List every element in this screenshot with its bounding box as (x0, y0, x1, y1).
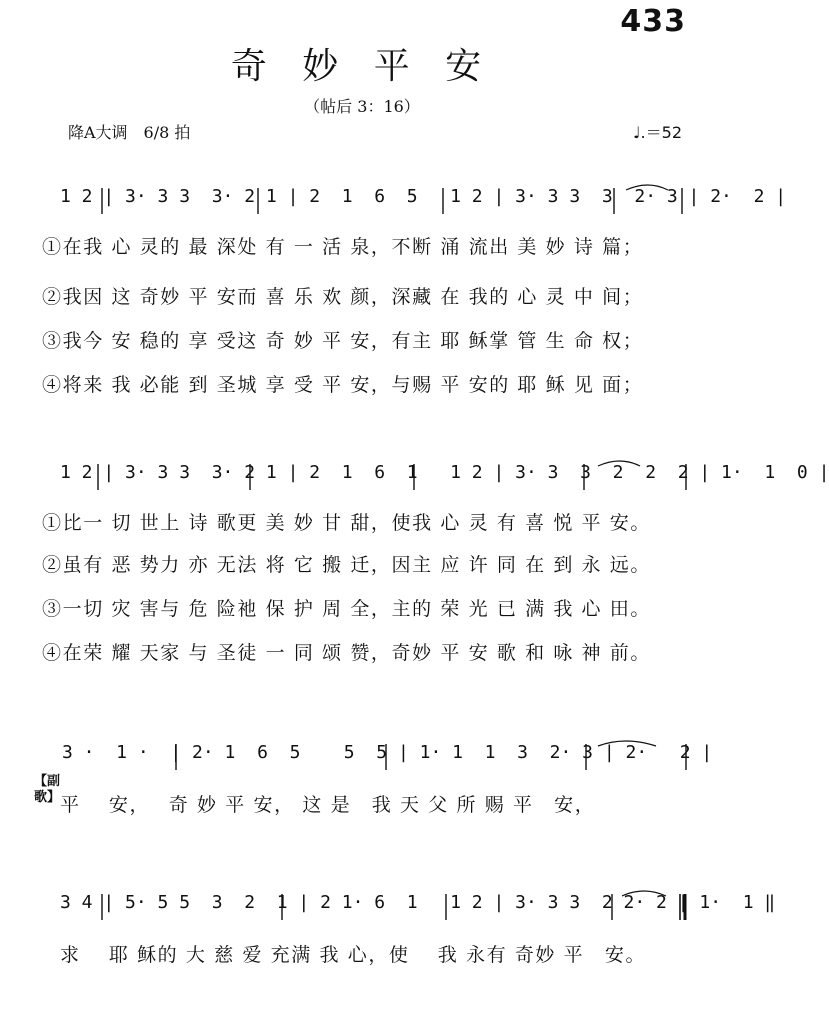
hymn-number: 433 (620, 4, 686, 39)
jianpu-notes-1: 1 2 | 3· 3 3 3· 2 1 | 2 1 6 5 1 2 | 3· 3 3 3 2· 3 | 2· 2 | (60, 186, 787, 207)
notation-line-2 (0, 456, 829, 516)
jianpu-notes-3: 3 · 1 · | 2· 1 6 5 5 5 | 1· 1 1 3 2· 3 | 2· 2 | (62, 742, 713, 763)
jianpu-notes-2: 1 2 | 3· 3 3 3· 2 1 | 2 1 6 1 1 2 | 3· 3 3 2 2 2 | 1· 1 0 | (60, 462, 829, 483)
verse-line-1-1: ①在我 心 灵的 最 深处 有 一 活 泉，不断 涌 流出 美 妙 诗 篇； (42, 236, 644, 258)
verse-line-2-2: ②虽有 恶 势力 亦 无法 将 它 搬 迁，因主 应 许 同 在 到 永 远。 (42, 554, 651, 576)
verse-line-1-3: ③我今 安 稳的 享 受这 奇 妙 平 安，有主 耶 稣掌 管 生 命 权； (42, 330, 644, 352)
scripture-reference: （帖后 3：16） (304, 97, 420, 116)
verse-line-2-3: ③一切 灾 害与 危 险祂 保 护 周 全，主的 荣 光 已 满 我 心 田。 (42, 598, 651, 620)
chorus-line-2: 求 耶 稣的 大 慈 爱 充满 我 心，使 我 永有 奇妙 平 安。 (60, 944, 647, 966)
notation-line-4 (0, 886, 776, 946)
verse-line-1-4: ④将来 我 必能 到 圣城 享 受 平 安，与赐 平 安的 耶 稣 见 面； (42, 374, 644, 396)
key-signature: 降A大调 6/8 拍 (68, 123, 191, 142)
verse-line-2-4: ④在荣 耀 天家 与 圣徒 一 同 颂 赞，奇妙 平 安 歌 和 咏 神 前。 (42, 642, 651, 664)
chorus-line-1: 平 安， 奇 妙 平 安， 这 是 我 天 父 所 赐 平 安， (60, 794, 596, 816)
jianpu-notes-4: 3 4 | 5· 5 5 3 2 1 | 2 1· 6 1 1 2 | 3· 3 3 2 2· 2 | 1· 1 ‖ (60, 892, 776, 913)
chorus-tag: 【副歌】 (34, 774, 61, 805)
verse-line-1-2: ②我因 这 奇妙 平 安而 喜 乐 欢 颜，深藏 在 我的 心 灵 中 间； (42, 286, 644, 308)
notation-line-3 (0, 736, 724, 796)
verse-line-2-1: ①比一 切 世上 诗 歌更 美 妙 甘 甜，使我 心 灵 有 喜 悦 平 安。 (42, 512, 651, 534)
notation-line-1 (0, 180, 787, 240)
hymn-title: 奇 妙 平 安 (230, 46, 494, 87)
tempo-marking: ♩.＝52 (633, 123, 682, 142)
